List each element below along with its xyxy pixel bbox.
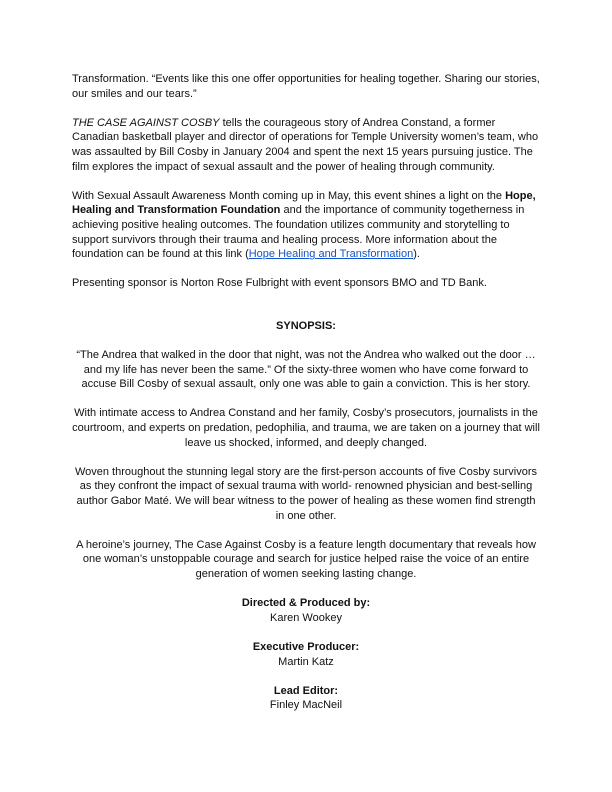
credits bbox=[72, 596, 540, 713]
foundation-paragraph bbox=[72, 189, 540, 262]
synopsis-paragraph: Woven throughout the stunning legal story are the first-person accounts of five Cosby survivors as they confront the impact of sexual trauma with world- renowned physician and best-selling author Gabor Maté. We will bear witness to the power of healing as these women find strength in one other. bbox=[74, 465, 538, 522]
credit-role: Directed & Produced by: bbox=[241, 597, 371, 610]
credit-role: Executive Producer: bbox=[252, 640, 360, 653]
credit-name: Martin Katz bbox=[278, 655, 334, 668]
sponsor-paragraph: Presenting sponsor is Norton Rose Fulbright with event sponsors BMO and TD Bank. bbox=[72, 277, 487, 290]
credit-role: Lead Editor: bbox=[273, 684, 339, 697]
synopsis-paragraph: A heroine’s journey, The Case Against Cosby is a feature length documentary that reveals how one woman’s unstoppable courage and search for justice helped raise the voice of an entire generation of women seeking lasting change. bbox=[76, 538, 536, 580]
foundation-text-middle: and the importance of community togetherness in achieving positive healing outcomes. The foundation utilizes community and storytelling to support survivors through their trauma and healing process. More information about the foundation can be found at this link ( bbox=[72, 204, 525, 261]
synopsis-paragraph: “The Andrea that walked in the door that night, was not the Andrea who walked out the door … and my life has never been the same.” Of the sixty-three women who have come forward to accuse Bill Cosby of sexual assault, only one was able to gain a conviction. This is her story. bbox=[76, 349, 536, 391]
synopsis-heading: SYNOPSIS: bbox=[276, 319, 336, 332]
foundation-link[interactable]: Hope Healing and Transformation bbox=[248, 248, 414, 261]
film-title: THE CASE AGAINST COSBY bbox=[72, 116, 220, 129]
film-description-paragraph bbox=[72, 116, 540, 174]
foundation-text-end: ). bbox=[413, 248, 420, 261]
film-description-text: tells the courageous story of Andrea Constand, a former Canadian basketball player and director of operations for Temple University women’s team, who was assaulted by Bill Cosby in January 2004 and spent the next 15 years pursuing justice. The film explores the impact of sexual assault and the power of healing through community. bbox=[72, 116, 539, 173]
intro-paragraph: Transformation. “Events like this one offer opportunities for healing together. Sharing our stories, our smiles and our tears.” bbox=[72, 73, 540, 100]
credit-name: Karen Wookey bbox=[270, 611, 342, 624]
synopsis-paragraph: With intimate access to Andrea Constand and her family, Cosby’s prosecutors, journalists in the courtroom, and experts on predation, pedophilia, and trauma, we are taken on a journey that will leave us shocked, informed, and deeply changed. bbox=[72, 407, 540, 449]
credit-name: Finley MacNeil bbox=[269, 699, 343, 712]
foundation-text-start: With Sexual Assault Awareness Month coming up in May, this event shines a light on the bbox=[72, 189, 506, 202]
foundation-name: Hope, Healing and Transformation Foundation bbox=[72, 189, 536, 217]
